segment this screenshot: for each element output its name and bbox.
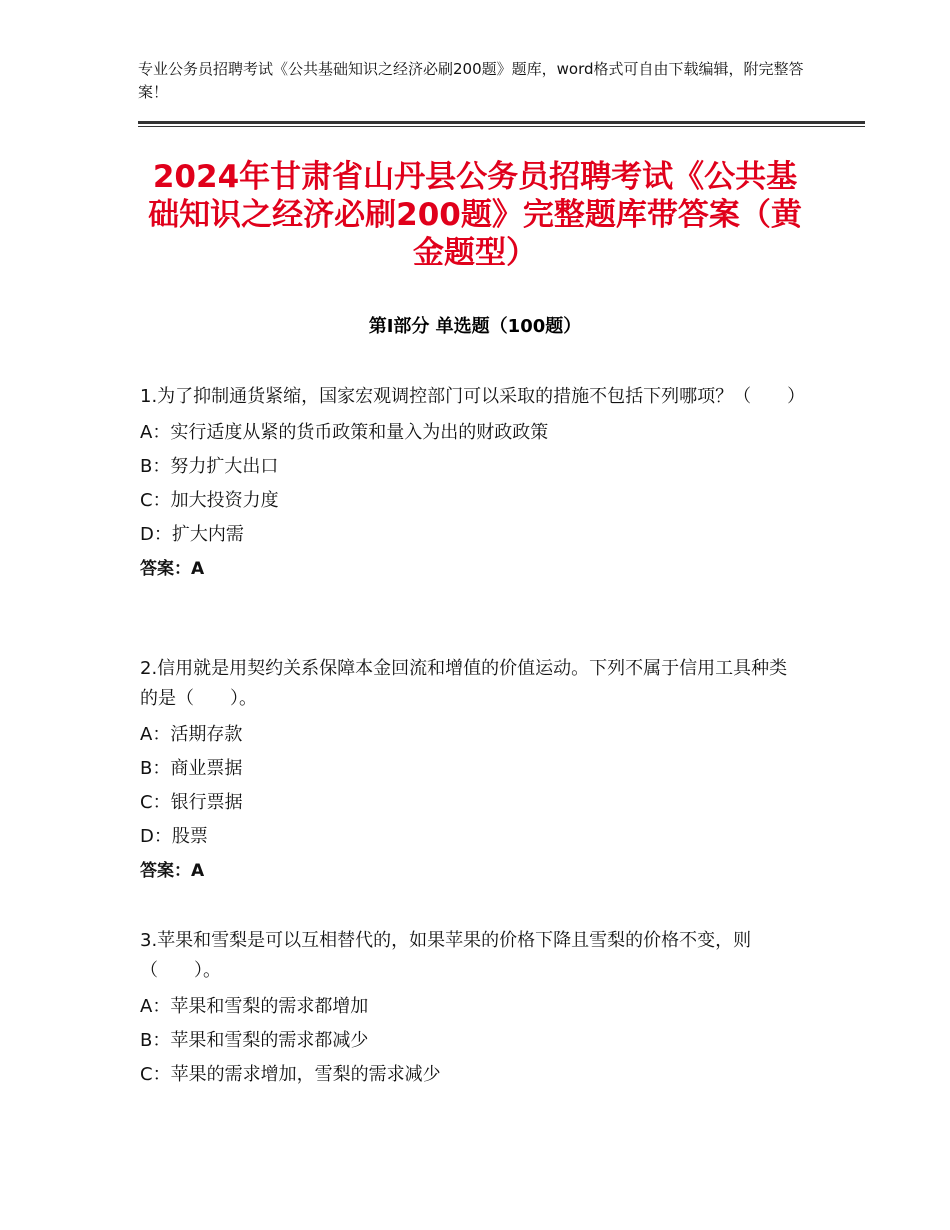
- option-a: A：活期存款: [140, 724, 243, 745]
- question-1: [140, 382, 806, 582]
- option-c: C：苹果的需求增加，雪梨的需求减少: [140, 1064, 441, 1085]
- option-d: D：股票: [140, 826, 208, 847]
- option-b: B：努力扩大出口: [140, 456, 279, 477]
- answer: 答案：A: [140, 861, 205, 881]
- option-b: B：苹果和雪梨的需求都减少: [140, 1030, 369, 1051]
- option-c: C：银行票据: [140, 792, 243, 813]
- question-stem: 2.信用就是用契约关系保障本金回流和增值的价值运动。下列不属于信用工具种类的是（ ）。: [140, 658, 788, 709]
- header-note: 专业公务员招聘考试《公共基础知识之经济必刷200题》题库，word格式可自由下载编辑，附完整答案！: [138, 60, 804, 101]
- header-rule: [138, 121, 865, 124]
- answer: 答案：A: [140, 559, 205, 579]
- document-title: 2024年甘肃省山丹县公务员招聘考试《公共基础知识之经济必刷200题》完整题库带答案（黄金题型）: [148, 159, 802, 271]
- question-stem: 1.为了抑制通货紧缩，国家宏观调控部门可以采取的措施不包括下列哪项？（ ）: [140, 386, 806, 407]
- option-c: C：加大投资力度: [140, 490, 279, 511]
- question-stem: 3.苹果和雪梨是可以互相替代的，如果苹果的价格下降且雪梨的价格不变，则（ ）。: [140, 930, 752, 981]
- question-3: [140, 926, 800, 1088]
- section-heading: 第Ⅰ部分 单选题（100题）: [368, 316, 582, 337]
- option-d: D：扩大内需: [140, 524, 244, 545]
- option-a: A：苹果和雪梨的需求都增加: [140, 996, 369, 1017]
- option-a: A：实行适度从紧的货币政策和量入为出的财政政策: [140, 422, 549, 443]
- header-rule-thin: [138, 126, 865, 127]
- option-b: B：商业票据: [140, 758, 243, 779]
- question-2: [140, 654, 800, 884]
